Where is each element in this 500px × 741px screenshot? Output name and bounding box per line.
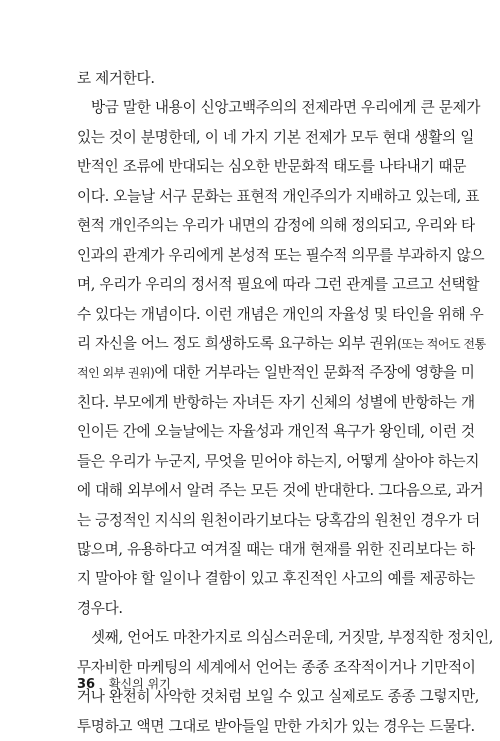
paragraph-1 <box>77 64 429 93</box>
text-line: 반적인 조류에 반대되는 심오한 반문화적 태도를 나타내기 때문 <box>77 158 467 176</box>
text-line: 수 있다는 개념이다. 이런 개념은 개인의 자율성 및 타인을 위해 우 <box>77 305 484 323</box>
text-line: 인과의 관계가 우리에게 본성적 또는 필수적 의무를 부과하지 않으 <box>77 246 485 264</box>
text-line: 는 긍정적인 지식의 원천이라기보다는 당혹감의 원천인 경우가 더 <box>77 511 480 529</box>
text-line: 많으며, 유용하다고 여겨질 때는 대개 현재를 위한 진리보다는 하 <box>77 541 475 558</box>
text-line: 에 대해 외부에서 알려 주는 모든 것에 반대한다. 그다음으로, 과거 <box>77 482 484 500</box>
text-line: 무자비한 마케팅의 세계에서 언어는 종종 조작적이거나 기만적이 <box>77 658 476 676</box>
text-line: 투명하고 액면 그대로 받아들일 만한 가치가 있는 경우는 드물다. <box>77 717 475 735</box>
text-line: 거나 완전히 사악한 것처럼 보일 수 있고 실제로도 종종 그렇지만, <box>77 688 480 706</box>
text-line-with-small-aside: 리 자신을 어느 정도 희생하도록 요구하는 외부 권위(또는 적어도 전통 <box>77 334 486 352</box>
text-line: 며, 우리가 우리의 정서적 필요에 따라 그런 관계를 고르고 선택할 <box>77 276 480 294</box>
text-line: 이다. 오늘날 서구 문화는 표현적 개인주의가 지배하고 있는데, 표 <box>77 187 480 205</box>
running-title: 확신의 위기 <box>108 677 171 691</box>
text-line: 방금 말한 내용이 신앙고백주의의 전제라면 우리에게 큰 문제가 <box>91 99 481 117</box>
text-line: 들은 우리가 누군지, 무엇을 믿어야 하는지, 어떻게 살아야 하는지 <box>77 452 480 470</box>
paragraph-2 <box>77 93 486 623</box>
text-line: 현적 개인주의는 우리가 내면의 감정에 의해 정의되고, 우리와 타 <box>77 217 475 235</box>
page-number: 36 <box>77 677 96 692</box>
body-text <box>77 64 494 741</box>
text-line-with-small-aside: 적인 외부 권위)에 대한 거부라는 일반적인 문화적 주장에 영향을 미 <box>77 364 475 382</box>
text-line: 친다. 부모에게 반항하는 자녀든 자기 신체의 성별에 반항하는 개 <box>77 393 475 411</box>
text-line: 로 제거한다. <box>77 70 155 87</box>
text-line: 셋째, 언어도 마찬가지로 의심스러운데, 거짓말, 부정직한 정치인, <box>91 629 494 647</box>
text-line: 있는 것이 분명한데, 이 네 가지 기본 전제가 모두 현대 생활의 일 <box>77 128 475 146</box>
text-line: 인이든 간에 오늘날에는 자율성과 개인적 욕구가 왕인데, 이런 것 <box>77 423 475 441</box>
text-line: 경우다. <box>77 599 123 617</box>
text-line: 지 말아야 할 일이나 결함이 있고 후진적인 사고의 예를 제공하는 <box>77 570 475 588</box>
page-footer <box>77 675 171 692</box>
